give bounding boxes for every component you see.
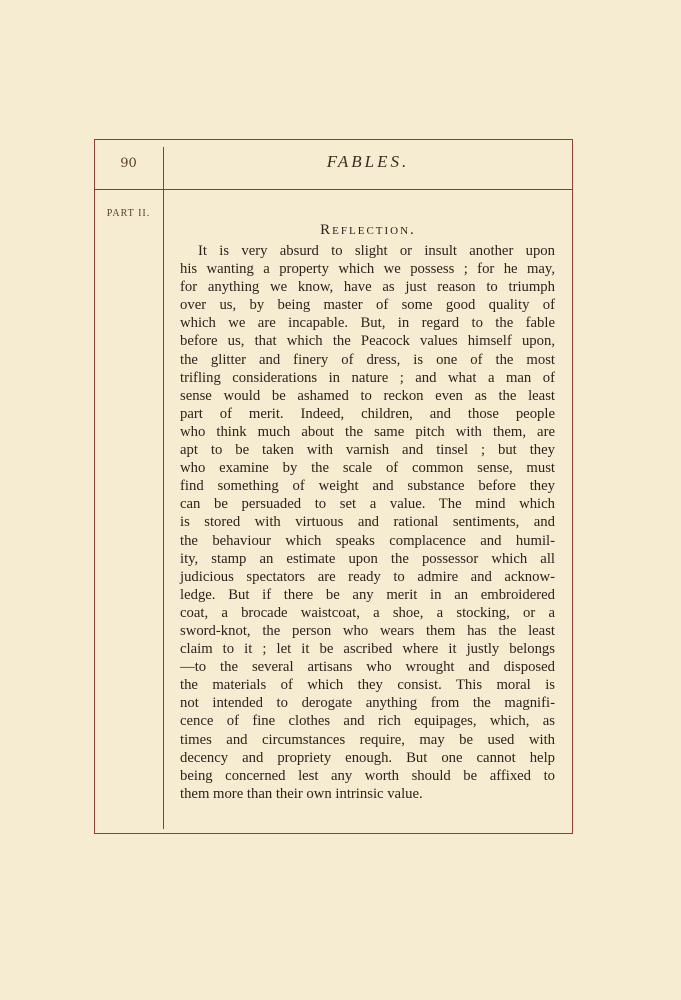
text-line: for anything we know, have as just reason to triumph (180, 279, 555, 296)
text-line: coat, a brocade waistcoat, a shoe, a stocking, or a (180, 604, 555, 621)
text-line: part of merit. Indeed, children, and those people (180, 405, 555, 422)
text-line: It is very absurd to slight or insult another upon (198, 243, 555, 259)
text-line: ledge. But if there be any merit in an embroidered (180, 586, 555, 603)
text-line: trifling considerations in nature ; and what a man of (180, 369, 555, 386)
text-line: can be persuaded to set a value. The mind which (180, 496, 555, 513)
header-rule (94, 189, 573, 190)
part-label: PART II. (106, 208, 151, 219)
text-line: which we are incapable. But, in regard to the fable (180, 315, 555, 332)
margin-rule (163, 147, 164, 829)
text-line: times and circumstances require, may be used with (180, 731, 555, 748)
text-line: cence of fine clothes and rich equipages, which, as (180, 713, 555, 730)
text-line: who examine by the scale of common sense, must (180, 460, 555, 477)
text-line: sword-knot, the person who wears them has the least (180, 622, 555, 639)
text-line: being concerned lest any worth should be affixed to (180, 767, 555, 784)
page-number: 90 (120, 156, 137, 171)
text-line: claim to it ; let it be ascribed where it justly belongs (180, 641, 555, 658)
text-line: —to the several artisans who wrought and disposed (180, 659, 555, 676)
text-line: not intended to derogate anything from the magnifi- (180, 695, 555, 712)
text-line: over us, by being master of some good quality of (180, 297, 555, 314)
text-line: who think much about the same pitch with them, are (180, 423, 555, 440)
text-line: the behaviour which speaks complacence and humil- (180, 532, 555, 549)
running-title: FABLES. (326, 152, 410, 171)
text-line: find something of weight and substance before they (180, 478, 555, 495)
reflection-text (180, 242, 555, 803)
text-line: them more than their own intrinsic value. (180, 785, 423, 802)
text-line: apt to be taken with varnish and tinsel ; but they (180, 442, 555, 459)
text-line: ity, stamp an estimate upon the possessor which all (180, 550, 555, 567)
text-line: decency and propriety enough. But one cannot help (180, 749, 555, 766)
section-heading: Reflection. (320, 222, 416, 238)
text-line: the glitter and finery of dress, is one of the most (180, 351, 555, 368)
text-line: sense would be ashamed to reckon even as the least (180, 387, 555, 404)
text-line: his wanting a property which we possess ; for he may, (180, 261, 555, 278)
text-line: judicious spectators are ready to admire and acknow- (180, 568, 555, 585)
text-line: the materials of which they consist. This moral is (180, 677, 555, 694)
text-line: before us, that which the Peacock values himself upon, (180, 333, 555, 350)
text-line: is stored with virtuous and rational sentiments, and (180, 514, 555, 531)
